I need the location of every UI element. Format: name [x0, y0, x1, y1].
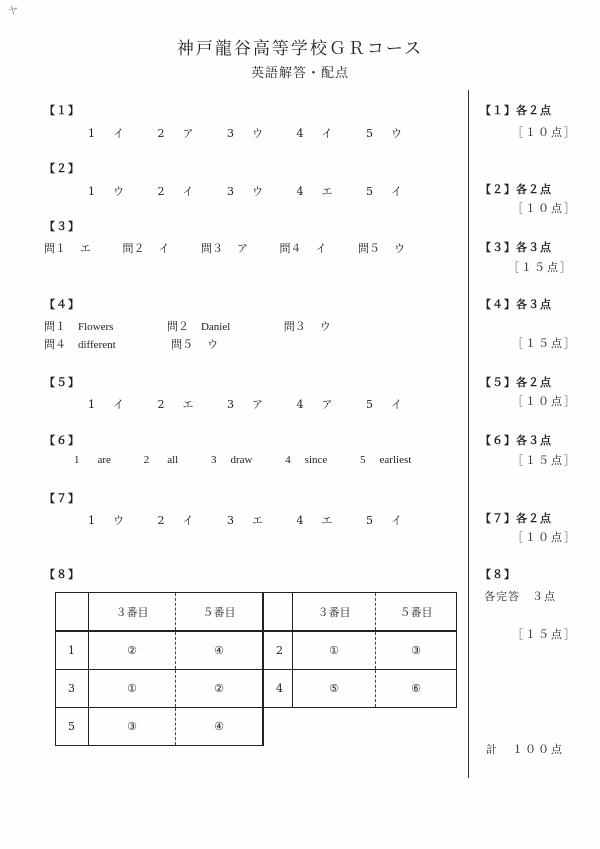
table-header-cell: ３番目	[89, 593, 176, 632]
score-8-note: 各完答 ３点	[484, 590, 556, 603]
answer-cell: ①	[89, 670, 176, 708]
answer-cell: ④	[176, 708, 264, 746]
score-7-label: 【７】各２点	[480, 512, 552, 525]
section-5-answers: 1 イ 2 エ 3 ア 4 ア 5 イ	[88, 398, 402, 411]
section-4-label: 【４】	[44, 298, 80, 311]
answer-cell: ⑤	[293, 670, 376, 708]
score-5-label: 【５】各２点	[480, 376, 552, 389]
section-1-answers: 1 イ 2 ア 3 ウ 4 イ 5 ウ	[88, 127, 402, 140]
answer-cell: ②	[176, 670, 264, 708]
empty-cell	[263, 708, 457, 746]
question-number: 3	[56, 670, 89, 708]
score-1-label: 【１】各２点	[480, 104, 552, 117]
section-8-label: 【８】	[44, 568, 80, 581]
section-6-label: 【６】	[44, 434, 80, 447]
page-subtitle: 英語解答・配点	[250, 66, 349, 81]
section-4-line-1: 問１ Flowers 問２ Daniel 問３ ウ	[44, 320, 331, 333]
score-2-label: 【２】各２点	[480, 183, 552, 196]
score-3-total: ［１５点］	[508, 261, 573, 274]
score-6-total: ［１５点］	[512, 454, 577, 467]
score-1-total: ［１０点］	[512, 126, 577, 139]
answer-cell: ③	[89, 708, 176, 746]
score-3-label: 【３】各３点	[480, 241, 552, 254]
section-4-line-2: 問４ different 問５ ウ	[44, 338, 219, 351]
table-header-cell: ５番目	[376, 593, 457, 632]
score-6-label: 【６】各３点	[480, 434, 552, 447]
score-5-total: ［１０点］	[512, 395, 577, 408]
section-7-answers: 1 ウ 2 イ 3 エ 4 エ 5 イ	[88, 514, 402, 527]
section-3-label: 【３】	[44, 220, 80, 233]
score-7-total: ［１０点］	[512, 531, 577, 544]
answer-cell: ④	[176, 631, 264, 670]
question-number: 2	[263, 631, 293, 670]
section-3-answers: 問１ エ 問２ イ 問３ ア 問４ イ 問５ ウ	[44, 242, 405, 255]
score-4-total: ［１５点］	[512, 337, 577, 350]
page-title: 神戸龍谷高等学校ＧＲコース	[176, 39, 424, 59]
answer-cell: ⑥	[376, 670, 457, 708]
answer-cell: ②	[89, 631, 176, 670]
question-number: 4	[263, 670, 293, 708]
answer-cell: ③	[376, 631, 457, 670]
table-row	[56, 708, 457, 746]
section-7-label: 【７】	[44, 492, 80, 505]
section-5-label: 【５】	[44, 376, 80, 389]
table-corner-cell	[263, 593, 293, 632]
column-divider	[468, 90, 469, 778]
section-2-label: 【２】	[44, 162, 80, 175]
section-1-label: 【１】	[44, 104, 80, 117]
table-header-cell: ３番目	[293, 593, 376, 632]
score-2-total: ［１０点］	[512, 202, 577, 215]
score-8-total: ［１５点］	[512, 628, 577, 641]
table-header-row	[56, 593, 457, 632]
corner-mark: ヤ	[8, 6, 18, 17]
section-6-answers: 1 are 2 all 3 draw 4 since 5 earliest	[74, 454, 412, 466]
score-4-label: 【４】各３点	[480, 298, 552, 311]
table-row	[56, 670, 457, 708]
score-8-label: 【８】	[480, 568, 516, 581]
table-header-cell: ５番目	[176, 593, 264, 632]
section-8-answer-table	[55, 592, 457, 746]
grand-total: 計 １００点	[486, 743, 564, 756]
question-number: 1	[56, 631, 89, 670]
answer-cell: ①	[293, 631, 376, 670]
question-number: 5	[56, 708, 89, 746]
table-corner-cell	[56, 593, 89, 632]
table-row	[56, 631, 457, 670]
section-2-answers: 1 ウ 2 イ 3 ウ 4 エ 5 イ	[88, 185, 402, 198]
